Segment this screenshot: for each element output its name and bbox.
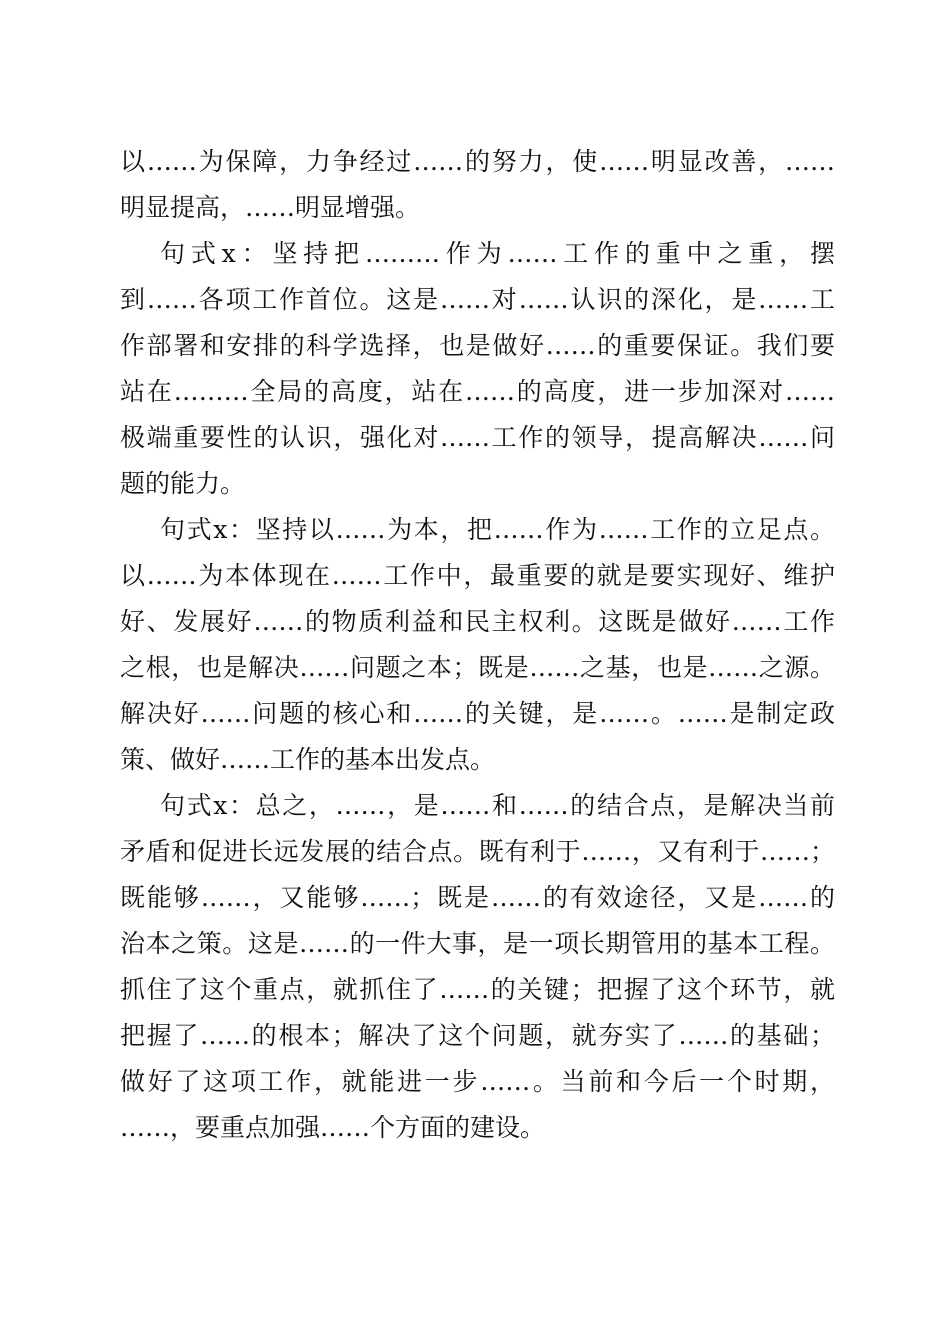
text-line: 解决好……问题的核心和……的关键，是……。……是制定政 bbox=[120, 699, 835, 728]
text-line: 极端重要性的认识，强化对……工作的领导，提高解决……问 bbox=[120, 423, 835, 452]
text-line: 以……为本体现在……工作中，最重要的就是要实现好、维护 bbox=[120, 561, 835, 590]
paragraph-start-line: 句式x：坚持把………作为……工作的重中之重，摆 bbox=[160, 239, 835, 268]
text-line: 站在………全局的高度，站在……的高度，进一步加深对…… bbox=[120, 377, 835, 406]
text-line: 既能够……，又能够……；既是……的有效途径，又是……的 bbox=[120, 883, 835, 912]
paragraph-start-line: 句式x：总之，……，是……和……的结合点，是解决当前 bbox=[160, 791, 835, 820]
text-line: 做好了这项工作，就能进一步……。当前和今后一个时期， bbox=[120, 1067, 835, 1096]
text-line: 好、发展好……的物质利益和民主权利。这既是做好……工作 bbox=[120, 607, 835, 636]
text-line: 到……各项工作首位。这是……对……认识的深化，是……工 bbox=[120, 285, 835, 314]
text-line: ……，要重点加强……个方面的建设。 bbox=[120, 1113, 546, 1142]
text-line: 以……为保障，力争经过……的努力，使……明显改善，…… bbox=[120, 147, 835, 176]
text-line: 题的能力。 bbox=[120, 469, 246, 498]
text-line: 明显提高，……明显增强。 bbox=[120, 193, 421, 222]
text-line: 把握了……的根本；解决了这个问题，就夯实了……的基础； bbox=[120, 1021, 835, 1050]
text-line: 之根，也是解决……问题之本；既是……之基，也是……之源。 bbox=[120, 653, 835, 682]
text-line: 治本之策。这是……的一件大事，是一项长期管用的基本工程。 bbox=[120, 929, 835, 958]
paragraph-start-line: 句式x：坚持以……为本，把……作为……工作的立足点。 bbox=[160, 515, 835, 544]
text-line: 作部署和安排的科学选择，也是做好……的重要保证。我们要 bbox=[120, 331, 835, 360]
text-line: 矛盾和促进长远发展的结合点。既有利于……，又有利于……； bbox=[120, 837, 835, 866]
text-line: 抓住了这个重点，就抓住了……的关键；把握了这个环节，就 bbox=[120, 975, 835, 1004]
text-line: 策、做好……工作的基本出发点。 bbox=[120, 745, 496, 774]
